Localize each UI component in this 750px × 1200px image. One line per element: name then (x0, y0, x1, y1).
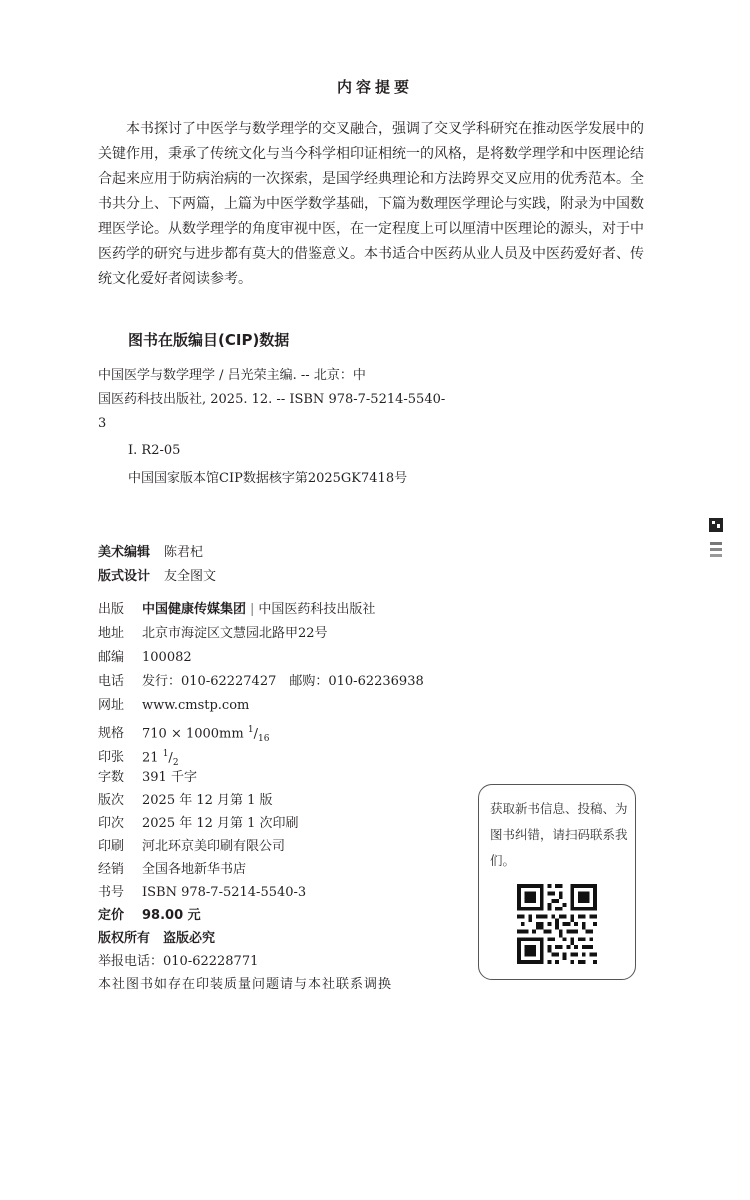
pub-label: 经销 (98, 862, 125, 877)
pub-label: 印刷 (98, 839, 125, 854)
pub-publisher (98, 599, 375, 621)
pub-notice: 本社图书如存在印装质量问题请与本社联系调换 (98, 977, 393, 992)
pub-frac-num: 1 (162, 749, 169, 759)
pub-label: 规格 (98, 726, 125, 742)
pub-press: 中国医药科技出版社 (258, 602, 376, 617)
pub-divider: | (250, 602, 255, 617)
pub-value: www.cmstp.com (142, 698, 250, 713)
cip-line-1: 中国医学与数学理学 / 吕光荣主编. -- 北京：中 (98, 368, 366, 383)
pub-label: 印次 (98, 816, 125, 831)
pub-label: 地址 (98, 626, 125, 641)
pub-value: 2025 年 12 月第 1 版 (142, 793, 273, 808)
pub-report-phone: 举报电话：010-62228771 (98, 954, 259, 969)
pub-label: 印张 (98, 750, 125, 766)
pub-value: 2025 年 12 月第 1 次印刷 (142, 816, 299, 831)
credit-value: 陈君杞 (164, 545, 204, 560)
pub-copyright: 版权所有 盗版必究 (98, 931, 216, 946)
pub-distributor (98, 859, 246, 881)
pub-postcode (98, 647, 192, 669)
summary-paragraph: 本书探讨了中医学与数学理学的交叉融合，强调了交叉学科研究在推动医学发展中的关键作用，秉承了传统文化与当今科学相印证相统一的风格，是将数学理学和中医理论结合起来应用于防病治病的一次探索，是国学经典理论和方法跨界交叉应用的优秀范本。全书共分上、下两篇，上篇为中医学数学基础，下篇为数理医学理论与实践，附录为中国数理医学论。从数学理学的角度审视中医，在一定程度上可以厘清中医理论的源头，对于中医药学的研究与进步都有莫大的借鉴意义。本书适合中医药从业人员及中医药爱好者、传统文化爱好者阅读参考。 (98, 121, 644, 287)
pub-frac-den: 2 (172, 757, 179, 768)
pub-edition (98, 790, 273, 812)
pub-frac-den: 16 (257, 733, 270, 744)
cip-line-3: 3 (98, 416, 107, 431)
pub-price (98, 905, 201, 927)
pub-printing (98, 813, 299, 835)
pub-value: 发行：010-62227427 邮购：010-62236938 (142, 674, 424, 689)
pub-value: 710 × 1000mm (142, 726, 244, 742)
pub-label: 书号 (98, 885, 125, 900)
credit-value: 友全图文 (164, 569, 217, 584)
cip-classification: Ⅰ. R2-05 (128, 443, 181, 458)
pub-sheets: 印张 21 $^1/_2$ (98, 749, 179, 768)
credit-art-editor (98, 541, 203, 560)
credit-layout-design (98, 565, 216, 584)
pub-value: 北京市海淀区文慧园北路甲22号 (142, 626, 328, 641)
pub-website (98, 695, 249, 717)
pub-phone (98, 671, 424, 693)
edge-mark-icon (708, 518, 724, 568)
pub-value: 98.00 元 (142, 908, 201, 923)
pub-value: 391 千字 (142, 770, 197, 785)
pub-group: 中国健康传媒集团 (142, 602, 247, 617)
cip-line-2: 国医药科技出版社, 2025. 12. -- ISBN 978-7-5214-5540- (98, 392, 446, 407)
cip-heading: 图书在版编目(CIP)数据 (128, 331, 290, 349)
pub-wordcount (98, 767, 197, 789)
pub-value: 21 (142, 750, 159, 766)
pub-frac-num: 1 (247, 725, 254, 735)
pub-label: 出版 (98, 602, 125, 617)
pub-value: ISBN 978-7-5214-5540-3 (142, 885, 307, 900)
summary-body (98, 117, 644, 292)
pub-value: 河北环京美印刷有限公司 (142, 839, 286, 854)
pub-address (98, 623, 328, 645)
credit-label: 版式设计 (98, 569, 151, 584)
summary-title: 内容提要 (336, 78, 413, 96)
pub-value: 全国各地新华书店 (142, 862, 247, 877)
pub-label: 电话 (98, 674, 125, 689)
cip-record-number: 中国国家版本馆CIP数据核字第2025GK7418号 (128, 471, 408, 486)
pub-isbn (98, 882, 306, 904)
pub-label: 字数 (98, 770, 125, 785)
qr-contact-text: 获取新书信息、投稿、为图书纠错，请扫码联系我们。 (490, 801, 628, 868)
pub-label: 定价 (98, 908, 125, 923)
pub-printer (98, 836, 285, 858)
pub-value: 100082 (142, 650, 192, 665)
pub-label: 版次 (98, 793, 125, 808)
pub-label: 邮编 (98, 650, 125, 665)
credit-label: 美术编辑 (98, 545, 151, 560)
qr-code-icon[interactable] (517, 882, 597, 970)
pub-label: 网址 (98, 698, 125, 713)
pub-format: 规格 710 × 1000mm $^1/_{16}$ (98, 725, 270, 744)
